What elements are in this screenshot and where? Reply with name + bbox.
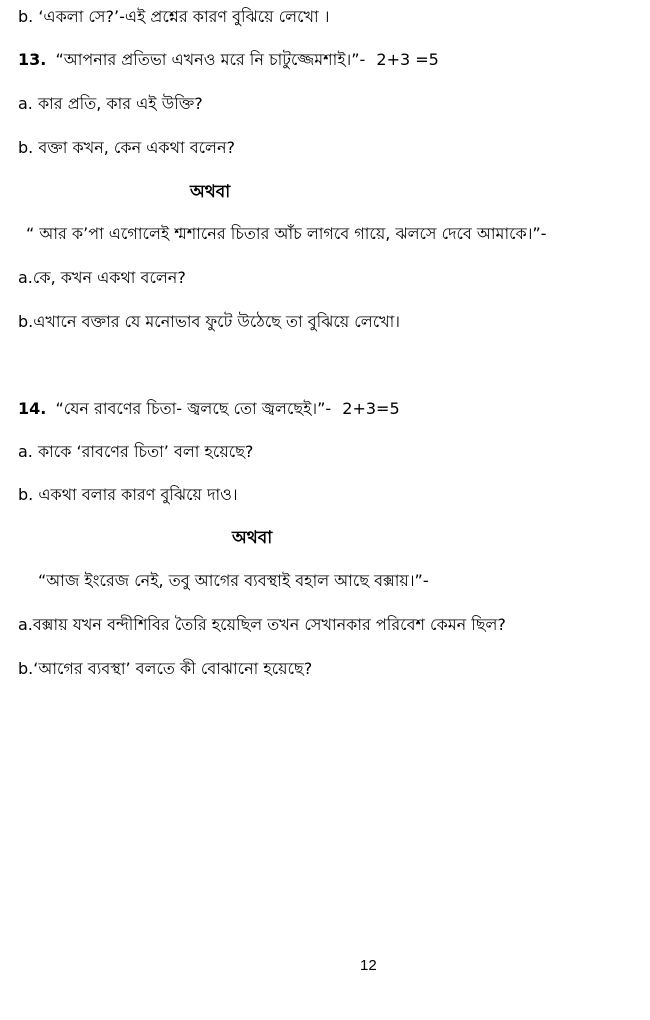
question-14-alt-part-b: b.‘আগের ব্যবস্থা’ বলতে কী বোঝানো হয়েছে? [18,659,313,678]
question-14-prompt [18,398,400,420]
question-13-alt-part-b: b.এখানে বক্তার যে মনোভাব ফুটে উঠেছে তা বুঝিয়ে লেখো। [18,312,401,331]
question-14-part-b: b. একথা বলার কারণ বুঝিয়ে দাও। [18,485,238,504]
question-13-part-b: b. বক্তা কখন, কেন একথা বলেন? [18,138,235,157]
question-14-number: 14. [18,399,47,418]
question-13-alt-quote: “ আর ক’পা এগোলেই শ্মশানের চিতার আঁচ লাগবে গায়ে, ঝলসে দেবে আমাকে।”- [26,224,547,243]
question-12-part-b: b. ‘একলা সে?’-এই প্রশ্নের কারণ বুঝিয়ে লেখো । [18,7,330,26]
question-13-number: 13. [18,50,47,69]
question-13-marks: 2+3 =5 [376,50,439,69]
question-13-prompt [18,49,439,71]
question-14-marks: 2+3=5 [342,399,400,418]
or-heading-1: অথবা [190,182,231,202]
or-heading-2: অথবা [232,528,273,548]
question-14-quote: “যেন রাবণের চিতা- জ্বলছে তো জ্বলছেই।”- [55,399,332,418]
page-number: 12 [360,957,377,974]
question-13-quote: “আপনার প্রতিভা এখনও মরে নি চাটুজ্জেমশাই।”- [55,50,366,69]
question-14-alt-quote: “আজ ইংরেজ নেই, তবু আগের ব্যবস্থাই বহাল আছে বক্সায়।”- [38,571,429,590]
question-13-part-a: a. কার প্রতি, কার এই উক্তি? [18,94,203,113]
question-14-part-a: a. কাকে ‘রাবণের চিতা’ বলা হয়েছে? [18,442,254,461]
question-13-alt-part-a: a.কে, কখন একথা বলেন? [18,268,186,287]
question-14-alt-part-a: a.বক্সায় যখন বন্দীশিবির তৈরি হয়েছিল তখন সেখানকার পরিবেশ কেমন ছিল? [18,615,506,634]
